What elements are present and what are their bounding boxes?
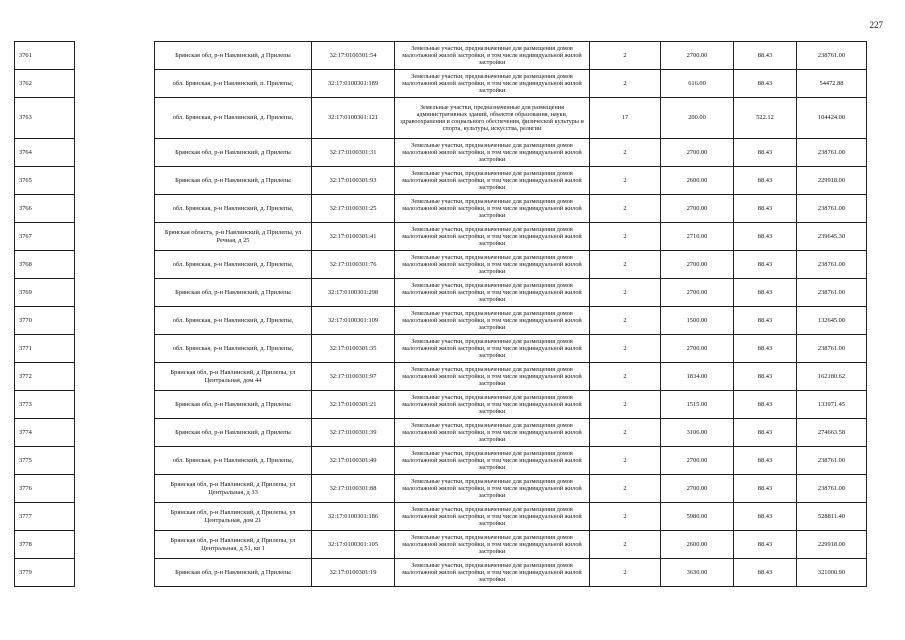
cadastral-value-cell: 238761.00 [797, 42, 867, 70]
area-cell: 2700.00 [661, 475, 734, 503]
address-cell: Брянская обл, р-н Навлинский, д Прилепы [155, 419, 312, 447]
table-row [15, 363, 867, 391]
area-cell: 1500.00 [661, 307, 734, 335]
group-cell: 2 [590, 251, 661, 279]
row-number-cell: 3770 [15, 307, 75, 335]
rate-cell: 88.43 [734, 503, 797, 531]
address-cell: обл. Брянская, р-н Навлинский, д. Прилепы, [155, 98, 312, 139]
area-cell: 3630.00 [661, 559, 734, 587]
table-row [15, 419, 867, 447]
row-number-cell: 3766 [15, 195, 75, 223]
cadastral-number-cell: 32:17:0100301:88 [312, 475, 395, 503]
rate-cell: 88.43 [734, 139, 797, 167]
cadastral-number-cell: 32:17:0100301:19 [312, 559, 395, 587]
land-use-cell: Земельные участки, предназначенные для размещения домов малоэтажной жилой застройки, в том числе индивидуальной жилой застройки [395, 307, 590, 335]
rate-cell: 88.43 [734, 70, 797, 98]
empty-cell [75, 42, 155, 70]
cadastral-number-cell: 32:17:0100301:49 [312, 447, 395, 475]
cadastral-number-cell: 32:17:0100301:298 [312, 279, 395, 307]
cadastral-number-cell: 32:17:0100301:25 [312, 195, 395, 223]
cadastral-value-cell: 238761.00 [797, 251, 867, 279]
area-cell: 2700.00 [661, 195, 734, 223]
land-use-cell: Земельные участки, предназначенные для размещения домов малоэтажной жилой застройки, в том числе индивидуальной жилой застройки [395, 531, 590, 559]
area-cell: 3106.00 [661, 419, 734, 447]
table-row [15, 503, 867, 531]
table-row [15, 42, 867, 70]
rate-cell: 88.43 [734, 419, 797, 447]
row-number-cell: 3771 [15, 335, 75, 363]
empty-cell [75, 139, 155, 167]
rate-cell: 88.43 [734, 475, 797, 503]
group-cell: 2 [590, 419, 661, 447]
cadastral-value-cell: 132645.00 [797, 307, 867, 335]
empty-cell [75, 167, 155, 195]
row-number-cell: 3774 [15, 419, 75, 447]
group-cell: 2 [590, 70, 661, 98]
cadastral-value-cell: 238761.00 [797, 475, 867, 503]
row-number-cell: 3763 [15, 98, 75, 139]
land-use-cell: Земельные участки, предназначенные для размещения домов малоэтажной жилой застройки, в том числе индивидуальной жилой застройки [395, 363, 590, 391]
group-cell: 2 [590, 167, 661, 195]
empty-cell [75, 195, 155, 223]
rate-cell: 88.43 [734, 307, 797, 335]
cadastral-value-cell: 104424.00 [797, 98, 867, 139]
cadastral-value-cell: 239645.30 [797, 223, 867, 251]
land-use-cell: Земельные участки, предназначенные для размещения домов малоэтажной жилой застройки, в том числе индивидуальной жилой застройки [395, 419, 590, 447]
area-cell: 5980.00 [661, 503, 734, 531]
rate-cell: 88.43 [734, 195, 797, 223]
area-cell: 2700.00 [661, 42, 734, 70]
cadastral-value-cell: 229918.00 [797, 531, 867, 559]
rate-cell: 88.43 [734, 531, 797, 559]
cadastral-value-cell: 274663.58 [797, 419, 867, 447]
row-number-cell: 3779 [15, 559, 75, 587]
cadastral-number-cell: 32:17:0100301:105 [312, 531, 395, 559]
address-cell: Брянская обл, р-н Навлинский, д Прилепы, ул Центральная, д 33 [155, 475, 312, 503]
area-cell: 2700.00 [661, 139, 734, 167]
row-number-cell: 3775 [15, 447, 75, 475]
area-cell: 200.00 [661, 98, 734, 139]
group-cell: 2 [590, 363, 661, 391]
cadastral-number-cell: 32:17:0100301:76 [312, 251, 395, 279]
address-cell: Брянская обл, р-н Навлинский, д Прилепы [155, 139, 312, 167]
cadastral-number-cell: 32:17:0100301:54 [312, 42, 395, 70]
table-row [15, 307, 867, 335]
group-cell: 2 [590, 475, 661, 503]
land-use-cell: Земельные участки, предназначенные для размещения домов малоэтажной жилой застройки, в том числе индивидуальной жилой застройки [395, 167, 590, 195]
table-row [15, 559, 867, 587]
table-row [15, 167, 867, 195]
empty-cell [75, 279, 155, 307]
empty-cell [75, 98, 155, 139]
cadastral-value-cell: 528811.40 [797, 503, 867, 531]
area-cell: 2700.00 [661, 335, 734, 363]
empty-cell [75, 503, 155, 531]
group-cell: 2 [590, 279, 661, 307]
land-use-cell: Земельные участки, предназначенные для размещения домов малоэтажной жилой застройки, в том числе индивидуальной жилой застройки [395, 42, 590, 70]
address-cell: Брянская обл, р-н Навлинский, д Прилепы, ул Центральная, дом 44 [155, 363, 312, 391]
rate-cell: 522.12 [734, 98, 797, 139]
row-number-cell: 3773 [15, 391, 75, 419]
land-use-cell: Земельные участки, предназначенные для размещения домов малоэтажной жилой застройки, в том числе индивидуальной жилой застройки [395, 223, 590, 251]
cadastral-number-cell: 32:17:0100301:35 [312, 335, 395, 363]
address-cell: Брянская обл, р-н Навлинский, д Прилепы [155, 279, 312, 307]
cadastral-value-cell: 238761.00 [797, 447, 867, 475]
address-cell: Брянская область, р-н Навлинский, д Прилепы, ул Речная, д 25 [155, 223, 312, 251]
address-cell: Брянская обл, р-н Навлинский, д Прилепы [155, 42, 312, 70]
cadastral-number-cell: 32:17:0100301:93 [312, 167, 395, 195]
empty-cell [75, 447, 155, 475]
table-row [15, 475, 867, 503]
land-use-cell: Земельные участки, предназначенные для размещения домов малоэтажной жилой застройки, в том числе индивидуальной жилой застройки [395, 391, 590, 419]
cadastral-number-cell: 32:17:0100301:189 [312, 70, 395, 98]
group-cell: 2 [590, 559, 661, 587]
group-cell: 17 [590, 98, 661, 139]
rate-cell: 88.43 [734, 559, 797, 587]
cadastral-value-cell: 238761.00 [797, 195, 867, 223]
table-row [15, 195, 867, 223]
land-use-cell: Земельные участки, предназначенные для размещения домов малоэтажной жилой застройки, в том числе индивидуальной жилой застройки [395, 447, 590, 475]
area-cell: 2700.00 [661, 447, 734, 475]
land-use-cell: Земельные участки, предназначенные для размещения домов малоэтажной жилой застройки, в том числе индивидуальной жилой застройки [395, 503, 590, 531]
table-row [15, 279, 867, 307]
cadastral-number-cell: 32:17:0100301:186 [312, 503, 395, 531]
table-row [15, 531, 867, 559]
cadastral-value-cell: 162180.62 [797, 363, 867, 391]
address-cell: Брянская обл, р-н Навлинский, д Прилепы [155, 559, 312, 587]
rate-cell: 88.43 [734, 167, 797, 195]
group-cell: 2 [590, 139, 661, 167]
cadastral-number-cell: 32:17:0100301:21 [312, 391, 395, 419]
area-cell: 2700.00 [661, 251, 734, 279]
cadastral-value-cell: 321000.90 [797, 559, 867, 587]
group-cell: 2 [590, 503, 661, 531]
row-number-cell: 3764 [15, 139, 75, 167]
table-row [15, 70, 867, 98]
rate-cell: 88.43 [734, 335, 797, 363]
land-use-cell: Земельные участки, предназначенные для размещения домов малоэтажной жилой застройки, в том числе индивидуальной жилой застройки [395, 139, 590, 167]
address-cell: Брянская обл, р-н Навлинский, д Прилепы [155, 167, 312, 195]
rate-cell: 88.43 [734, 279, 797, 307]
group-cell: 2 [590, 447, 661, 475]
group-cell: 2 [590, 195, 661, 223]
address-cell: Брянская обл, р-н Навлинский, д Прилепы, ул Центральная, дом 21 [155, 503, 312, 531]
address-cell: Брянская обл, р-н Навлинский, д Прилепы [155, 391, 312, 419]
group-cell: 2 [590, 307, 661, 335]
area-cell: 616.00 [661, 70, 734, 98]
land-use-cell: Земельные участки, предназначенные для размещения домов малоэтажной жилой застройки, в том числе индивидуальной жилой застройки [395, 475, 590, 503]
table-row [15, 335, 867, 363]
cadastral-number-cell: 32:17:0100301:121 [312, 98, 395, 139]
row-number-cell: 3777 [15, 503, 75, 531]
address-cell: обл. Брянская, р-н Навлинский, п. Прилепы, [155, 70, 312, 98]
page-number: 227 [869, 20, 883, 30]
table-row [15, 251, 867, 279]
cadastral-value-cell: 54472.88 [797, 70, 867, 98]
address-cell: Брянская обл, р-н Навлинский, д Прилепы, ул Центральная, д 51, кв 1 [155, 531, 312, 559]
empty-cell [75, 223, 155, 251]
land-use-cell: Земельные участки, предназначенные для размещения домов малоэтажной жилой застройки, в том числе индивидуальной жилой застройки [395, 251, 590, 279]
cadastral-number-cell: 32:17:0100301:41 [312, 223, 395, 251]
cadastral-number-cell: 32:17:0100301:39 [312, 419, 395, 447]
row-number-cell: 3767 [15, 223, 75, 251]
row-number-cell: 3762 [15, 70, 75, 98]
cadastral-number-cell: 32:17:0100301:31 [312, 139, 395, 167]
land-use-cell: Земельные участки, предназначенные для размещения домов малоэтажной жилой застройки, в том числе индивидуальной жилой застройки [395, 70, 590, 98]
cadastral-number-cell: 32:17:0100301:109 [312, 307, 395, 335]
cadastral-number-cell: 32:17:0100301:97 [312, 363, 395, 391]
empty-cell [75, 419, 155, 447]
document-sheet [14, 41, 866, 587]
area-cell: 1515.00 [661, 391, 734, 419]
land-use-cell: Земельные участки, предназначенные для размещения домов малоэтажной жилой застройки, в том числе индивидуальной жилой застройки [395, 335, 590, 363]
land-use-cell: Земельные участки, предназначенные для размещения домов малоэтажной жилой застройки, в том числе индивидуальной жилой застройки [395, 279, 590, 307]
cadastral-value-cell: 238761.00 [797, 139, 867, 167]
row-number-cell: 3778 [15, 531, 75, 559]
registry-rows [15, 42, 867, 587]
land-use-cell: Земельные участки, предназначенные для размещения домов малоэтажной жилой застройки, в том числе индивидуальной жилой застройки [395, 195, 590, 223]
area-cell: 2700.00 [661, 279, 734, 307]
row-number-cell: 3765 [15, 167, 75, 195]
row-number-cell: 3776 [15, 475, 75, 503]
land-use-cell: Земельные участки, предназначенные для размещения домов малоэтажной жилой застройки, в том числе индивидуальной жилой застройки [395, 559, 590, 587]
empty-cell [75, 335, 155, 363]
area-cell: 1834.00 [661, 363, 734, 391]
cadastral-value-cell: 238761.00 [797, 279, 867, 307]
rate-cell: 88.43 [734, 363, 797, 391]
rate-cell: 88.43 [734, 42, 797, 70]
empty-cell [75, 531, 155, 559]
cadastral-value-cell: 229918.00 [797, 167, 867, 195]
land-registry-table [14, 41, 867, 587]
empty-cell [75, 391, 155, 419]
table-row [15, 139, 867, 167]
group-cell: 2 [590, 335, 661, 363]
empty-cell [75, 251, 155, 279]
rate-cell: 88.43 [734, 447, 797, 475]
row-number-cell: 3772 [15, 363, 75, 391]
address-cell: обл. Брянская, р-н Навлинский, д. Прилепы, [155, 307, 312, 335]
row-number-cell: 3761 [15, 42, 75, 70]
cadastral-value-cell: 133971.45 [797, 391, 867, 419]
rate-cell: 88.43 [734, 223, 797, 251]
empty-cell [75, 475, 155, 503]
area-cell: 2600.00 [661, 167, 734, 195]
cadastral-value-cell: 238761.00 [797, 335, 867, 363]
land-use-cell: Земельные участки, предназначенные для размещения административных зданий, объектов образования, науки, здравоохранения и социального обеспечения, физической культуры и спорта, культуры, искусства, религии [395, 98, 590, 139]
row-number-cell: 3769 [15, 279, 75, 307]
rate-cell: 88.43 [734, 251, 797, 279]
address-cell: обл. Брянская, р-н Навлинский, д. Прилепы, [155, 335, 312, 363]
address-cell: обл. Брянская, р-н Навлинский, д. Прилепы, [155, 195, 312, 223]
table-row [15, 447, 867, 475]
empty-cell [75, 363, 155, 391]
empty-cell [75, 559, 155, 587]
area-cell: 2600.00 [661, 531, 734, 559]
rate-cell: 88.43 [734, 391, 797, 419]
table-row [15, 223, 867, 251]
group-cell: 2 [590, 42, 661, 70]
group-cell: 2 [590, 391, 661, 419]
address-cell: обл. Брянская, р-н Навлинский, д. Прилепы, [155, 251, 312, 279]
table-row [15, 391, 867, 419]
row-number-cell: 3768 [15, 251, 75, 279]
empty-cell [75, 307, 155, 335]
table-row [15, 98, 867, 139]
group-cell: 2 [590, 223, 661, 251]
group-cell: 2 [590, 531, 661, 559]
area-cell: 2710.00 [661, 223, 734, 251]
empty-cell [75, 70, 155, 98]
address-cell: обл. Брянская, р-н Навлинский, д. Прилепы, [155, 447, 312, 475]
